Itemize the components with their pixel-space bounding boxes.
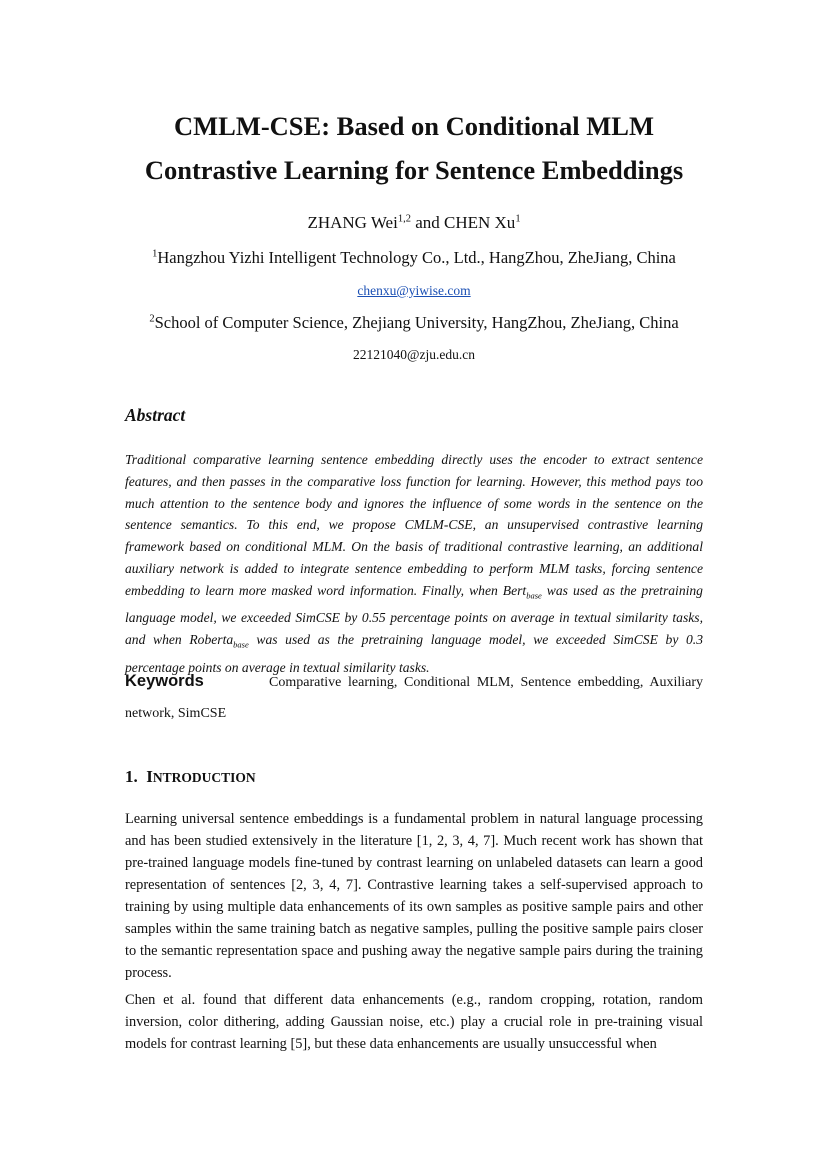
affiliation-2-marker: 2: [149, 313, 155, 325]
author-separator: and: [410, 213, 444, 232]
abstract-heading: Abstract: [125, 405, 186, 425]
intro-paragraph-1: Learning universal sentence embeddings is a fundamental problem in natural language processing and has been studied extensively in the literature [1, 2, 3, 4, 7]. Much recent work has shown that pre-trained language models fine-tuned by contrast learning on unlabeled datasets can learn a good representation of sentences [2, 3, 4, 7]. Contrastive learning takes a self-supervised approach to training by using multiple data enhancements of its own samples as positive sample pairs and other samples within the same training batch as negative samples, pulling the positive sample pairs closer to the semantic representation space and pushing away the negative sample pairs during the training process.: [125, 811, 703, 981]
affiliation-1-email-link[interactable]: chenxu@yiwise.com: [357, 283, 471, 298]
keywords-line-1: Comparative learning, Conditional MLM, Sentence embedding, Auxiliary: [269, 675, 703, 690]
section-heading-introduction: [125, 767, 256, 787]
keywords-line-2: network, SimCSE: [125, 706, 227, 721]
abstract-text-part-1: Traditional comparative learning sentence embedding directly uses the encoder to extract sentence features, and then passes in the comparative loss function for learning. However, this method pays too much attention to the sentence body and ignores the influence of some words in the sentence on the sentence semantics. To this end, we propose CMLM-CSE, an unsupervised contrastive learning framework based on conditional MLM. On the basis of traditional contrastive learning, an additional auxiliary network is added to integrate sentence embedding to perform MLM tasks, forcing sentence embedding to learn more masked word information. Finally, when: [125, 452, 703, 598]
paper-title: [0, 104, 828, 192]
affiliation-1: [0, 248, 828, 268]
abstract-text-part-2: was used as the pretraining language model, we exceeded SimCSE by 0.55 percentage points on average in textual similarity tasks, and when: [125, 582, 703, 648]
affiliation-1-email-row: [0, 283, 828, 299]
abstract-body: [125, 449, 703, 678]
intro-paragraph-2: Chen et al. found that different data enhancements (e.g., random cropping, rotation, random inversion, color dithering, adding Gaussian noise, etc.) play a crucial role in pre-training visual models for contrast learning [5], but these data enhancements are usually unsuccessful when: [125, 992, 703, 1052]
author-2-name: CHEN Xu: [444, 213, 516, 232]
section-title-initial: I: [146, 767, 153, 786]
affiliation-1-text: Hangzhou Yizhi Intelligent Technology Co., Ltd., HangZhou, ZheJiang, China: [157, 248, 676, 267]
section-number: 1.: [125, 767, 138, 786]
author-1-name: ZHANG Wei: [307, 213, 398, 232]
abstract-model-1: Bert: [502, 582, 527, 598]
affiliation-2-email: 22121040@zju.edu.cn: [353, 347, 475, 362]
author-1-affil-marker: 1,2: [397, 213, 411, 225]
author-list: [0, 213, 828, 233]
abstract-model-1-subscript: base: [526, 590, 542, 601]
affiliation-2-text: School of Computer Science, Zhejiang University, HangZhou, ZheJiang, China: [154, 313, 679, 332]
title-line-1: CMLM-CSE: Based on Conditional MLM: [174, 111, 654, 141]
abstract-model-2: Roberta: [189, 632, 234, 648]
keywords-heading: Keywords: [125, 672, 204, 690]
abstract-text-part-3: was used as the pretraining language model, we exceeded SimCSE by 0.3 percentage points on average in textual similarity tasks.: [125, 632, 703, 675]
affiliation-1-marker: 1: [152, 248, 158, 260]
affiliation-2: [0, 313, 828, 333]
keywords-row: [125, 672, 703, 691]
abstract-model-2-subscript: base: [233, 639, 249, 650]
author-2-affil-marker: 1: [515, 213, 521, 225]
title-line-2: Contrastive Learning for Sentence Embeddings: [144, 155, 684, 185]
section-title-rest: NTRODUCTION: [152, 770, 256, 785]
